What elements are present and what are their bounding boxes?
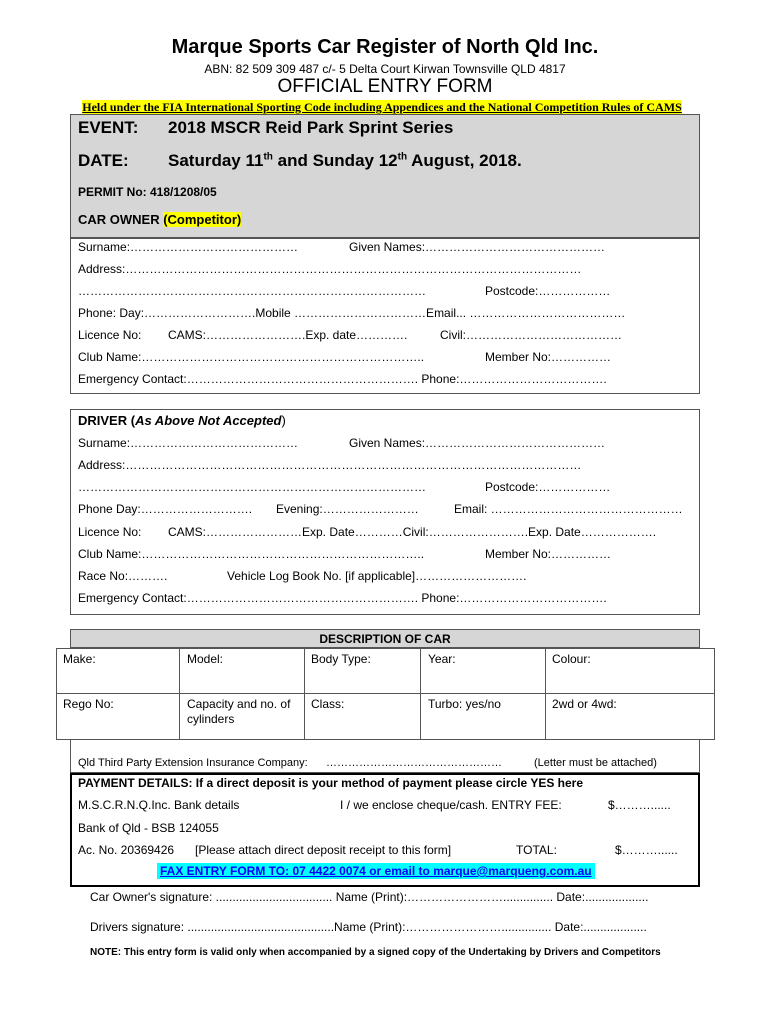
driver-race-no-field[interactable]: Race No:………. <box>78 569 168 583</box>
table-row-divider <box>56 693 715 694</box>
make-cell[interactable]: Make: <box>63 652 96 666</box>
enclose-label: I / we enclose cheque/cash. ENTRY FEE: <box>340 798 562 812</box>
fax-email-link[interactable]: FAX ENTRY FORM TO: 07 4422 0074 or email to marque@marqueng.com.au <box>157 863 595 879</box>
owner-postcode-field[interactable]: Postcode:……………… <box>485 284 611 298</box>
year-cell[interactable]: Year: <box>428 652 456 666</box>
owner-surname-field[interactable]: Surname:…………………………………… <box>78 240 299 254</box>
payment-heading: PAYMENT DETAILS: If a direct deposit is your method of payment please circle YES here <box>78 776 584 790</box>
turbo-cell[interactable]: Turbo: yes/no <box>428 697 501 711</box>
attach-receipt-note: [Please attach direct deposit receipt to this form] <box>195 843 452 857</box>
event-label: EVENT: <box>78 118 139 137</box>
total-field[interactable]: $………...... <box>615 843 678 857</box>
driver-licence-label: Licence No: <box>78 525 142 539</box>
letter-note: (Letter must be attached) <box>534 757 657 769</box>
driver-email-field[interactable]: Email: ………………………………………… <box>454 502 683 516</box>
total-label: TOTAL: <box>516 843 557 857</box>
account-number: Ac. No. 20369426 <box>78 843 175 857</box>
driver-phone-day-field[interactable]: Phone Day:………………………. <box>78 502 253 516</box>
abn-address: ABN: 82 509 309 487 c/- 5 Delta Court Kirwan Townsville QLD 4817 <box>204 62 566 76</box>
driver-emergency-field[interactable]: Emergency Contact:…………………………………………………. Phone:………………………………. <box>78 591 607 605</box>
fax-email-banner <box>157 864 595 878</box>
held-under-banner: Held under the FIA International Sporting Code including Appendices and the National Competition Rules of CAMS <box>82 100 682 114</box>
driver-given-names-field[interactable]: Given Names:……………………………………… <box>349 436 606 450</box>
event-value: 2018 MSCR Reid Park Sprint Series <box>168 118 454 137</box>
insurance-field[interactable]: ………………………………………… <box>326 757 502 769</box>
date-value: Saturday 11th and Sunday 12th August, 2018. <box>168 151 522 170</box>
bsb-text: Bank of Qld - BSB 124055 <box>78 821 219 835</box>
capacity-cell[interactable]: Capacity and no. of <box>187 697 291 711</box>
driver-logbook-field[interactable]: Vehicle Log Book No. [if applicable]………………………. <box>227 569 527 583</box>
date-label: DATE: <box>78 151 129 170</box>
validity-note: NOTE: This entry form is valid only when accompanied by a signed copy of the Undertaking by Drivers and Competitors <box>90 947 661 958</box>
colour-cell[interactable]: Colour: <box>552 652 591 666</box>
driver-member-field[interactable]: Member No:…………… <box>485 547 612 561</box>
driver-club-field[interactable]: Club Name:…………………………………………………………….. <box>78 547 425 561</box>
driver-address-field[interactable]: Address:…………………………………………………………………………………………………… <box>78 458 582 472</box>
car-description-heading: DESCRIPTION OF CAR <box>319 632 451 646</box>
owner-club-field[interactable]: Club Name:…………………………………………………………….. <box>78 350 425 364</box>
table-column-divider <box>179 648 180 740</box>
owner-emergency-field[interactable]: Emergency Contact:…………………………………………………. Phone:………………………………. <box>78 372 607 386</box>
body-type-cell[interactable]: Body Type: <box>311 652 371 666</box>
insurance-label: Qld Third Party Extension Insurance Company: <box>78 757 308 769</box>
model-cell[interactable]: Model: <box>187 652 224 666</box>
table-column-divider <box>420 648 421 740</box>
owner-phone-field[interactable]: Phone: Day:……………………….Mobile ……………………………Email... ………………………………… <box>78 306 626 320</box>
driver-heading: DRIVER (As Above Not Accepted) <box>78 413 286 428</box>
form-title: OFFICIAL ENTRY FORM <box>277 76 493 97</box>
driver-postcode-field[interactable]: Postcode:……………… <box>485 480 611 494</box>
owner-member-field[interactable]: Member No:…………… <box>485 350 612 364</box>
drive-type-cell[interactable]: 2wd or 4wd: <box>552 697 617 711</box>
bank-details-label: M.S.C.R.N.Q.Inc. Bank details <box>78 798 240 812</box>
driver-surname-field[interactable]: Surname:…………………………………… <box>78 436 299 450</box>
entry-fee-field[interactable]: $………...... <box>608 798 671 812</box>
owner-licence-label: Licence No: <box>78 328 142 342</box>
owner-given-names-field[interactable]: Given Names:……………………………………… <box>349 240 606 254</box>
driver-cams-field[interactable]: CAMS:……………………Exp. Date…………Civil:…………………….Exp. Date………………. <box>168 525 657 539</box>
table-column-divider <box>545 648 546 740</box>
driver-evening-field[interactable]: Evening:…………………… <box>276 502 419 516</box>
owner-cams-field[interactable]: CAMS:…………………….Exp. date…………. <box>168 328 408 342</box>
permit-number: PERMIT No: 418/1208/05 <box>78 185 217 199</box>
car-owner-signature-line[interactable]: Car Owner's signature: ................................... Name (Print):……………………............... Date:................... <box>90 890 649 904</box>
car-owner-heading: CAR OWNER (Competitor) <box>78 212 242 227</box>
driver-signature-line[interactable]: Drivers signature: ............................................Name (Print):……………………............... Date:................... <box>90 920 647 934</box>
class-cell[interactable]: Class: <box>311 697 345 711</box>
driver-address-line2[interactable]: …………………………………………………………………………… <box>78 480 426 494</box>
owner-address-line2[interactable]: …………………………………………………………………………… <box>78 284 426 298</box>
organisation-title: Marque Sports Car Register of North Qld Inc. <box>171 36 599 58</box>
owner-address-field[interactable]: Address:…………………………………………………………………………………………………… <box>78 262 582 276</box>
capacity-cell-line2: cylinders <box>187 712 235 726</box>
car-description-table <box>56 648 715 740</box>
rego-cell[interactable]: Rego No: <box>63 697 114 711</box>
owner-civil-field[interactable]: Civil:………………………………… <box>440 328 622 342</box>
table-column-divider <box>304 648 305 740</box>
